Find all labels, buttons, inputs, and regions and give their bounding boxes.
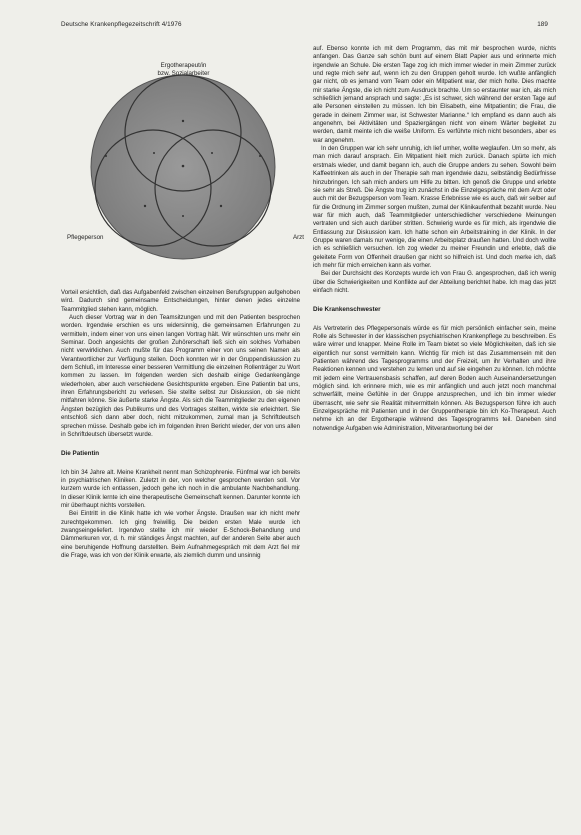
- paragraph: Auch dieser Vortrag war in den Teamsitzungen und mit den Patienten besprochen worden. Irgendwie erschien es uns widersinnig, die gemeinsamen Erfahrungen zu vermitteln, indem einer von uns einen langen Vortrag hält. Wir wünschten uns mehr ein Seminar. Doch angesichts der großen Zuhörerschaft ließ sich ein solches Vorhaben nicht verwirklichen. Auch mußte für das Programm einer von uns seinen Namen als Verantwortlicher zur Verfügung stellen. Doch konnten wir in der Gruppendiskussion zu dem Schluß, im Interesse einer besseren Vermittlung die einzelnen Rollenträger zu Wort kommen zu lassen. Im folgenden werden sich deshalb einige Gedankengänge wiederholen, aber auch verschiedene Gesichtspunkte ergeben. Eine Patientin bat uns, ihren Erfahrungsbericht zu verlesen. Sie stellte selbst zur Diskussion, ob sie nicht mitfahren könne. Sie äußerte starke Ängste. Als sich die Teammitglieder zu den eigenen Ängsten bezüglich des Publikums und des Vortrages stellten, wirkte sie erleichtert. Sie entschloß sich dann aber doch, nicht mitzukommen, zumal man ja Schriftdeutsch sprechen müsse. Deshalb gebe ich im folgenden ihren Bericht wieder, der von uns allen in Schriftdeutsch übersetzt wurde.: [61, 314, 300, 438]
- team-diagram: [61, 38, 306, 283]
- label-doctor: Arzt: [292, 234, 304, 241]
- center-dot: [182, 165, 185, 168]
- label-nurse: Pflegeperson: [67, 234, 104, 241]
- paragraph: In den Gruppen war ich sehr unruhig, ich lief umher, wollte weglaufen. Um so mehr, als man mich darauf ansprach. Ein Mitpatient hielt mich zurück. Danach spürte ich mich erstmals wieder, und damit begann ich, auch die Gruppe anders zu sehen. Sowohl beim Kaffeetrinken als auch in der Therapie sah man irgendwie dazu, selbständig Bedürfnisse hinzubringen. Ich sah mich anders um Hilfe zu bitten. Ich genoß die Gruppe und erlebte sie sehr als Streß. Die Ängste trug ich zunächst in die Einzelgespräche mit dem Arzt oder auch mit der Bezugsperson vom Team. Krasse Erlebnisse wie es auch, daß wir selber auf für die Ordnung im Zimmer sorgen mußten, zumal der Klinikaufenthalt bezahlt wurde. Neu war für mich auch, daß Teammitglieder unterschiedlicher verschiedene Meinungen vertraten und sich auch darüber stritten. Schwierig wurde es für mich, als irgendwie die Entlassung zur Diskussion kam. Ich hatte schon ein Arbeitstraining in der Klinik. In der Gruppe waren damals nur wenige, die einen Arbeitsplatz draußen hatten. Und doch wollte ich es schließlich versuchen. Ich zog wieder zu meiner Freundin und erlebte, daß die geleitete Form von Offenheit draußen gar nicht so hilfreich ist. Und doch merke ich, daß ich mehr für mich erreichen kann als vorher.: [313, 145, 556, 269]
- section-heading-patient: Die Patientin: [61, 450, 100, 458]
- right-text-column: [313, 45, 556, 433]
- label-ergotherapist-line1: Ergotherapeut/in: [160, 62, 207, 69]
- dot-right: [220, 205, 222, 207]
- running-header: Deutsche Krankenpflegezeitschrift 4/1976: [61, 21, 182, 28]
- paragraph: Vorteil ersichtlich, daß das Aufgabenfeld zwischen einzelnen Berufsgruppen aufgehoben wird. Dadurch sind gemeinsame Entscheidungen, hinter denen jedes einzelne Teammitglied stehen kann, möglich.: [61, 289, 300, 313]
- dot-far-left: [105, 155, 107, 157]
- dot-bottom: [182, 215, 184, 217]
- dot-ul: [153, 152, 155, 154]
- section-heading-nurse: Die Krankenschwester: [313, 306, 381, 314]
- paragraph: Bei der Durchsicht des Konzepts wurde ich von Frau G. angesprochen, daß ich wenig über die Schwierigkeiten und Konflikte auf der Abteilung berichtet habe. Ich mag das jetzt einfach nicht.: [313, 270, 556, 294]
- paragraph: Ich bin 34 Jahre alt. Meine Krankheit nennt man Schizophrenie. Fünfmal war ich bereits in psychiatrischen Kliniken. Zuletzt in der, von welcher gesprochen werden soll. Vor kurzem wurde ich entlassen, jedoch gehe ich noch in die ambulante Nachbehandlung. In dieser Klinik lernte ich eine therapeutische Gemeinschaft kennen. Darunter konnte ich mir überhaupt nichts vorstellen.: [61, 468, 300, 509]
- label-ergotherapist: [61, 62, 306, 78]
- paragraph: auf. Ebenso konnte ich mit dem Programm, das mit mir besprochen wurde, nichts anfangen. Das Ganze sah schön bunt auf einem Blatt Papier aus und erinnerte mich irgendwie an Schule. Die ersten Tage zog ich mich immer wieder in mein Zimmer zurück und regte mich sehr auf, wenn ich zu den Gruppen geholt wurde. Ich wußte anfänglich gar nicht, ob es jemand vom Team oder ein Mitpatient war, der mich holte. Dies machte mir starke Ängste, die ich nicht zum Ausdruck brachte. Um so erstaunter war ich, als mich schließlich jemand ansprach und sagte: „Es ist schwer, sich während der ersten Tage auf alle Personen einstellen zu müssen. Ich bin Elisabeth, eine Mitpatientin; die Frau, die gerade in deinem Zimmer war, ist Schwester Marianne.“ Ich empfand es dann auch als angenehm, bei Aktivitäten und Spaziergängen nicht von einem Wärter begleitet zu werden, damit meinte ich die weiße Uniform. Es verführte mich nicht besonders, aber es war angenehm.: [313, 45, 556, 144]
- dot-ur: [211, 152, 213, 154]
- paragraph: Bei Eintritt in die Klinik hatte ich wie vorher Ängste. Draußen war ich nicht mehr zurechtgekommen. Ich ging freiwillig. Die beiden ersten Male wurde ich zwangseingeliefert. Irgendwo stellte ich mir wieder E-Schock-Behandlung und Dämmerkuren vor, d. h. mir ständiges Ängst machten, auf der anderen Seite aber auch eine beruhigende Hoffnung darstellten. Beim Aufnahmegespräch mit dem Arzt fiel mir die Frage, was ich von der Klinik erwarte, als ziemlich dumm und unsinnig: [61, 510, 300, 559]
- left-text-column: [61, 289, 300, 560]
- dot-upper: [182, 120, 184, 122]
- dot-far-right: [259, 155, 261, 157]
- dot-left: [144, 205, 146, 207]
- paragraph: Als Vertreterin des Pflegepersonals würde es für mich persönlich einfacher sein, meine Rolle als Schwester in der klassischen psychiatrischen Krankenpflege zu beschreiben. Es wäre wirrer und knapper. Meine Rolle im Team bietet so viele Möglichkeiten, daß ich sie eigentlich nur sonst vermitteln kann. Wichtig für mich ist das Zusammensein mit den Patienten während des Tagesprogramms und der Freizeit, um ihr Verhalten und ihre Reaktionen kennen und verstehen zu lernen und auf sie eingehen zu können. Ich möchte mit jedem eine Vertrauensbasis schaffen, auf deren Boden auch Auseinandersetzungen möglich sind. Ich erinnere mich, wie es mir anfänglich und auch jetzt noch manchmal schwerfällt, meine Gefühle in der Gruppe anzusprechen, und ich bin immer wieder überrascht, wie sehr sie Realität mitvermitteln können. Als Bezugsperson führe ich auch Einzelgespräche mit Patienten und in der Gruppentherapie bin ich Ko-Therapeut. Auch nehme ich an der Ergotherapie während des Tagesprogramms teil. Daneben sind notwendige Aufgaben wie Administration, Mitverantwortung bei der: [313, 324, 556, 432]
- label-ergotherapist-line2: bzw. Sozialarbeiter: [157, 70, 210, 77]
- page-number: 189: [537, 21, 548, 28]
